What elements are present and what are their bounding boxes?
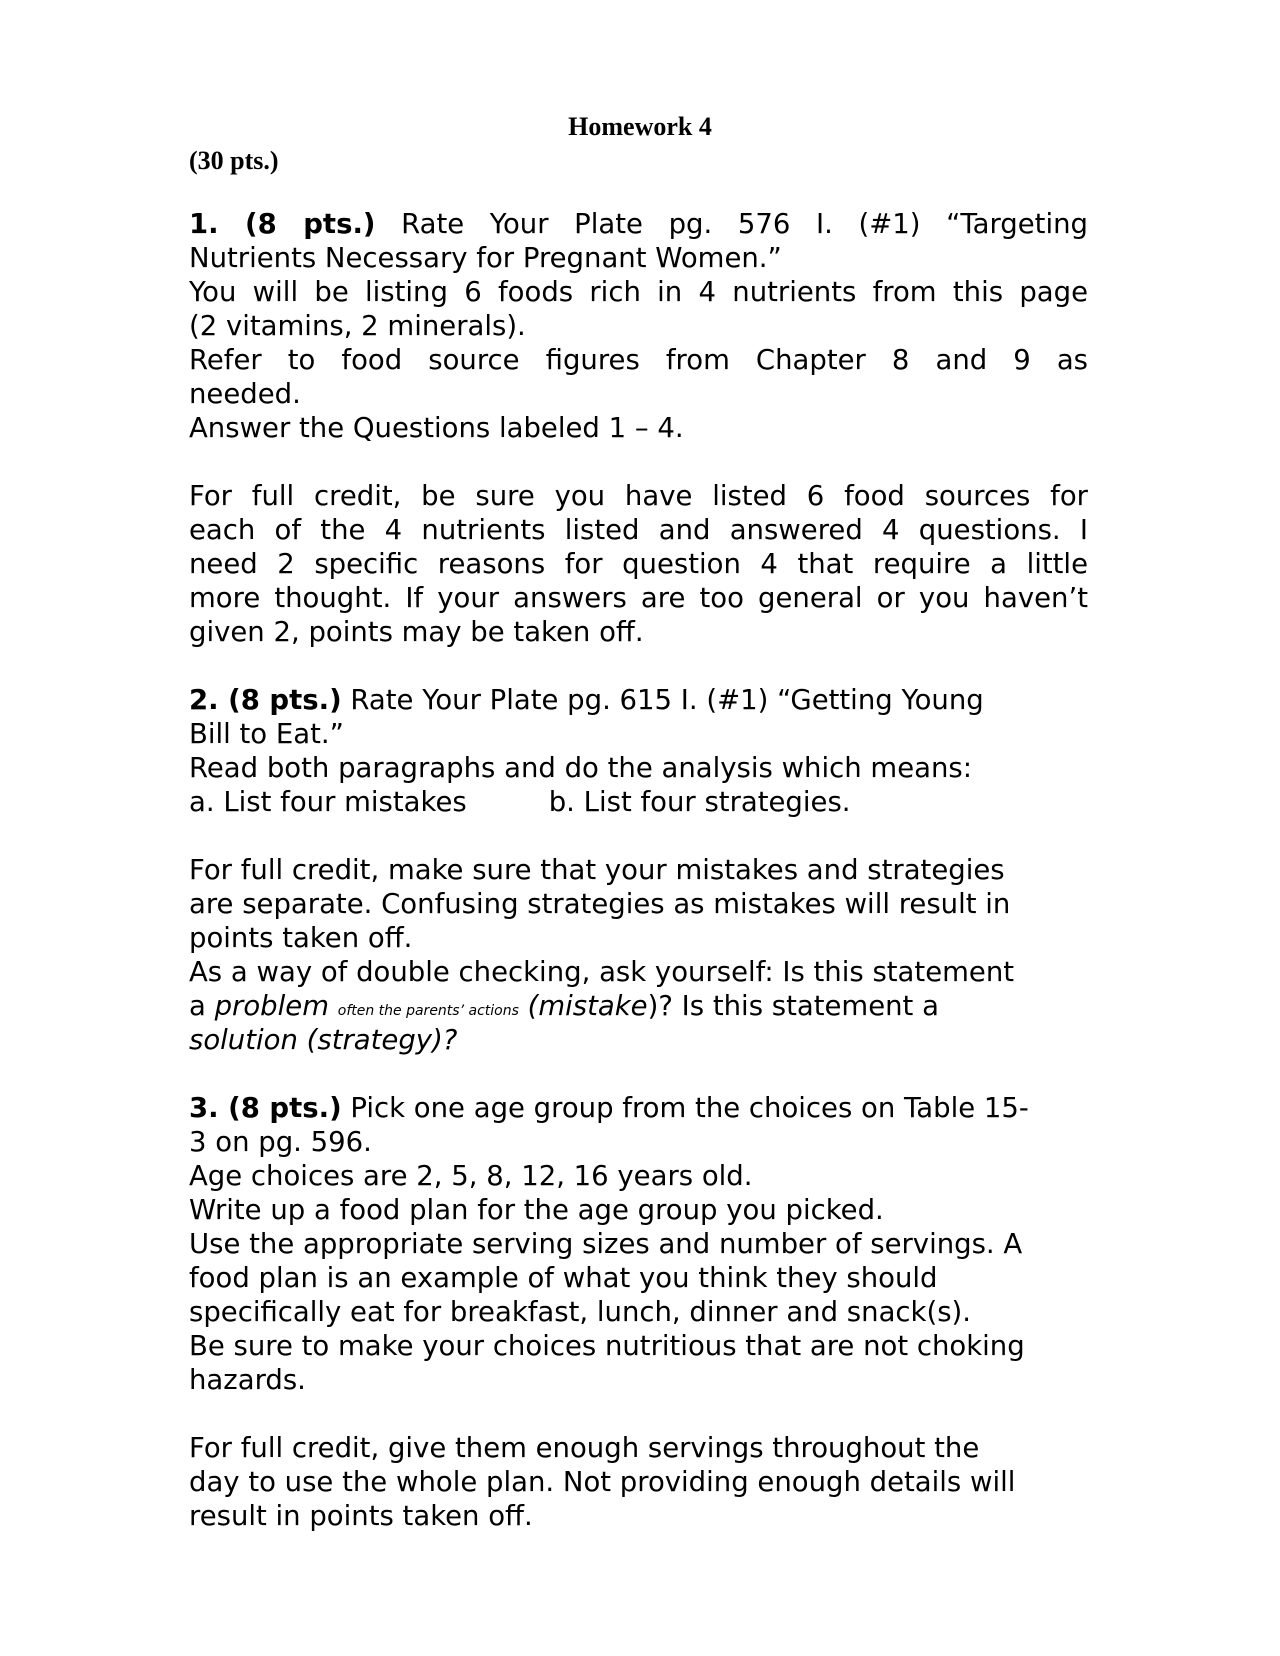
spacer (189, 649, 1088, 683)
q2-check-1: As a way of double checking, ask yourself: Is this statement (189, 956, 1015, 988)
document-title: Homework 4 (568, 112, 712, 141)
q3-credit-2: day to use the whole plan. Not providing enough details will (189, 1466, 1016, 1498)
q2-credit-2: are separate. Confusing strategies as mistakes will result in (189, 888, 1011, 920)
q2-items (189, 785, 1088, 819)
q3-line-1: 3. (8 pts.) Pick one age group from the choices on Table 15- (189, 1092, 1029, 1124)
q1-credit-4: more thought. If your answers are too general or you haven’t (189, 582, 1088, 614)
q2-check-2: a problem often the parents’ actions (mistake)? Is this statement a (189, 990, 939, 1022)
question-2 (189, 683, 1088, 1057)
q3-line-8: Be sure to make your choices nutritious that are not choking (189, 1330, 1025, 1362)
q1-line-4: (2 vitamins, 2 minerals). (189, 310, 526, 342)
mistake-term: (mistake (527, 990, 648, 1022)
q2-line-2: Bill to Eat.” (189, 718, 344, 750)
q2-item-a: a. List four mistakes (189, 786, 467, 818)
q2-credit-3: points taken off. (189, 922, 413, 954)
q3-credit-1: For full credit, give them enough servings throughout the (189, 1432, 980, 1464)
q1-number: 1. (8 pts.) (189, 208, 376, 240)
total-points: (30 pts.) (189, 146, 279, 175)
q3-line-9: hazards. (189, 1364, 306, 1396)
q3-number: 3. (8 pts.) (189, 1092, 342, 1124)
spacer (189, 445, 1088, 479)
q3-credit-3: result in points taken off. (189, 1500, 533, 1532)
q3-line-7: specifically eat for breakfast, lunch, dinner and snack(s). (189, 1296, 971, 1328)
spacer (189, 1397, 1088, 1431)
q2-line-1: 2. (8 pts.) Rate Your Plate pg. 615 I. (#1) “Getting Young (189, 684, 984, 716)
q1-line-1: 1. (8 pts.) Rate Your Plate pg. 576 I. (#1) “Targeting (189, 208, 1088, 240)
q2-item-b: b. List four strategies. (548, 786, 851, 818)
q1-line-7: Answer the Questions labeled 1 – 4. (189, 412, 684, 444)
q3-line-3: Age choices are 2, 5, 8, 12, 16 years old. (189, 1160, 753, 1192)
q3-line-4: Write up a food plan for the age group you picked. (189, 1194, 884, 1226)
q1-line-3: You will be listing 6 foods rich in 4 nutrients from this page (189, 276, 1088, 308)
spacer (189, 1057, 1088, 1091)
q1-credit-1: For full credit, be sure you have listed 6 food sources for (189, 480, 1088, 512)
q3-line-2: 3 on pg. 596. (189, 1126, 372, 1158)
q1-credit-5: given 2, points may be taken off. (189, 616, 644, 648)
q3-line-6: food plan is an example of what you think they should (189, 1262, 938, 1294)
q1-credit-2: each of the 4 nutrients listed and answered 4 questions. I (189, 514, 1088, 546)
q1-line-6: needed. (189, 378, 301, 410)
q1-line-2: Nutrients Necessary for Pregnant Women.” (189, 242, 782, 274)
q1-line-5: Refer to food source figures from Chapter 8 and 9 as (189, 344, 1088, 376)
q2-line-3: Read both paragraphs and do the analysis which means: (189, 752, 972, 784)
document-body (189, 207, 1088, 1533)
problem-term: problem (214, 990, 329, 1022)
question-3 (189, 1091, 1088, 1533)
q1-credit-3: need 2 specific reasons for question 4 that require a little (189, 548, 1088, 580)
q2-number: 2. (8 pts.) (189, 684, 342, 716)
q2-check-3: solution (strategy)? (189, 1024, 458, 1056)
spacer (189, 819, 1088, 853)
q3-line-5: Use the appropriate serving sizes and number of servings. A (189, 1228, 1023, 1260)
question-1 (189, 207, 1088, 649)
parents-note: often the parents’ actions (337, 1003, 519, 1019)
q2-credit-1: For full credit, make sure that your mistakes and strategies (189, 854, 1005, 886)
